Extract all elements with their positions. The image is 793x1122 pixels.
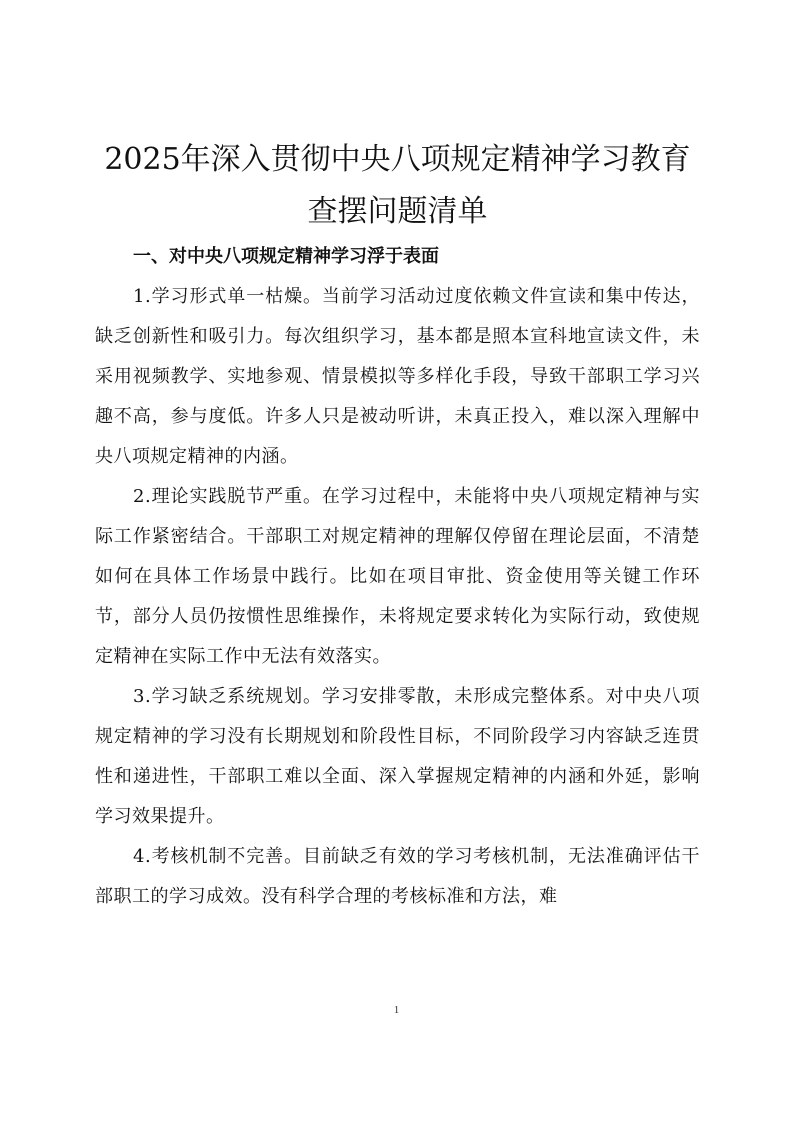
section-heading: 一、对中央八项规定精神学习浮于表面: [133, 246, 439, 267]
paragraph-1: 1.学习形式单一枯燥。当前学习活动过度依赖文件宣读和集中传达，缺乏创新性和吸引力。每次组织学习，基本都是照本宣科地宣读文件，未采用视频教学、实地参观、情景模拟等多样化手段，导致干部职工学习兴趣不高，参与度低。许多人只是被动听讲，未真正投入，难以深入理解中央八项规定精神的内涵。: [95, 286, 700, 467]
paragraph-2: 2.理论实践脱节严重。在学习过程中，未能将中央八项规定精神与实际工作紧密结合。干部职工对规定精神的理解仅停留在理论层面，不清楚如何在具体工作场景中践行。比如在项目审批、资金使用等关键工作环节，部分人员仍按惯性思维操作，未将规定要求转化为实际行动，致使规定精神在实际工作中无法有效落实。: [95, 486, 700, 667]
page-number: 1: [393, 1004, 400, 1016]
document-body: [95, 237, 700, 917]
paragraph-4: 4.考核机制不完善。目前缺乏有效的学习考核机制，无法准确评估干部职工的学习成效。没有科学合理的考核标准和方法，难: [95, 846, 700, 907]
document-title: 2025年深入贯彻中央八项规定精神学习教育查摆问题清单: [104, 142, 691, 230]
paragraph-3: 3.学习缺乏系统规划。学习安排零散，未形成完整体系。对中央八项规定精神的学习没有长期规划和阶段性目标，不同阶段学习内容缺乏连贯性和递进性，干部职工难以全面、深入掌握规定精神的内涵和外延，影响学习效果提升。: [95, 686, 700, 827]
